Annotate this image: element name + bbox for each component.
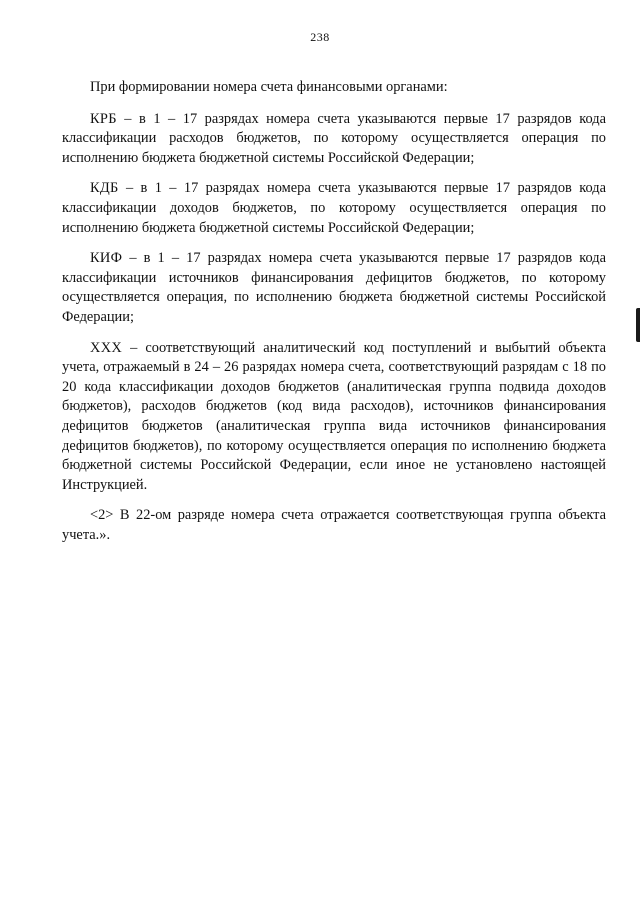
footnote-paragraph: <2> В 22-ом разряде номера счета отражается соответствующая группа объекта учета.». xyxy=(62,507,606,543)
xxx-paragraph xyxy=(62,339,606,496)
document-body xyxy=(62,78,606,556)
kif-text: – в 1 – 17 разрядах номера счета указываются первые 17 разрядов кода классификации источников финансирования дефицитов бюджетов, по которому осуществляется операция, по исполнению бюджета бюджетной системы Российской Федерации; xyxy=(62,250,606,325)
kif-code: КИФ xyxy=(90,250,123,267)
krb-paragraph xyxy=(62,110,606,169)
page-number: 238 xyxy=(310,30,330,44)
krb-text: – в 1 – 17 разрядах номера счета указываются первые 17 разрядов кода классификации расходов бюджетов, по которому осуществляется операция по исполнению бюджета бюджетной системы Российской Федерации; xyxy=(62,110,606,166)
xxx-code: ХХХ xyxy=(90,339,123,356)
xxx-text: – соответствующий аналитический код поступлений и выбытий объекта учета, отражаемый в 24 – 26 разрядах номера счета, соответствующий разрядам с 18 по 20 кода классификации доходов бюджетов (аналитическая группа подвида доходов бюджетов), расходов бюджетов (код вида расходов), источников финансирования дефицитов бюджетов (аналитическая группа вида источников финансирования дефицитов бюджетов), по которому осуществляется операция по исполнению бюджета бюджетной системы Российской Федерации, если иное не установлено настоящей Инструкцией. xyxy=(62,339,606,493)
krb-code: КРБ xyxy=(90,110,117,127)
kdb-code: КДБ xyxy=(90,180,119,197)
kdb-paragraph xyxy=(62,179,606,238)
scan-edge-mark xyxy=(636,308,640,342)
kif-paragraph xyxy=(62,249,606,327)
intro-paragraph: При формировании номера счета финансовыми органами: xyxy=(90,79,448,95)
kdb-text: – в 1 – 17 разрядах номера счета указываются первые 17 разрядов кода классификации доходов бюджетов, по которому осуществляется операция по исполнению бюджета бюджетной системы Российской Федерации; xyxy=(62,180,606,236)
